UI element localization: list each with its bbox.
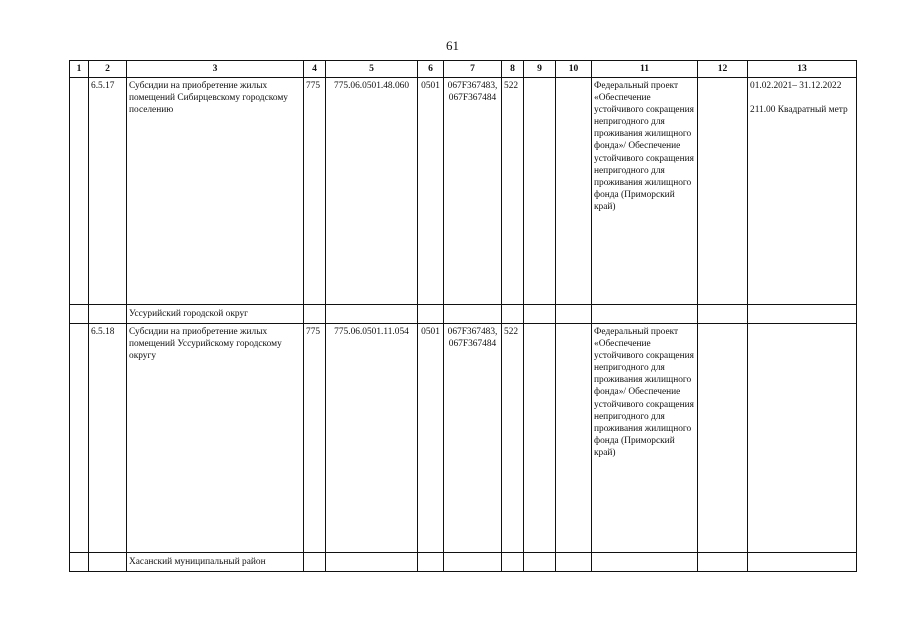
- table-row: [70, 78, 857, 305]
- table-cell: [70, 553, 89, 572]
- table-cell: [304, 305, 326, 324]
- table-cell: [698, 553, 748, 572]
- column-header: 6: [418, 61, 444, 78]
- table-cell: [592, 553, 698, 572]
- table-cell: [556, 324, 592, 553]
- table-cell: [418, 305, 444, 324]
- table-cell: [748, 324, 857, 553]
- table-cell: [748, 553, 857, 572]
- page-number: 61: [446, 38, 459, 53]
- table-cell: [524, 78, 556, 305]
- table-cell: [304, 553, 326, 572]
- table-cell: [418, 553, 444, 572]
- table-cell: [556, 305, 592, 324]
- table-cell: [592, 305, 698, 324]
- table-cell: [748, 305, 857, 324]
- table-cell: 0501: [418, 78, 444, 305]
- table-cell: 775: [304, 324, 326, 553]
- table-cell: [524, 553, 556, 572]
- table-cell: [556, 78, 592, 305]
- table-cell: 522: [502, 324, 524, 553]
- table-cell: [70, 78, 89, 305]
- table-cell: Федеральный проект «Обеспечение устойчивого сокращения непригодного для проживания жилищного фонда»/ Обеспечение устойчивого сокращения непригодного для проживания жилищного фонда (Приморский край): [592, 324, 698, 553]
- column-header: 2: [89, 61, 127, 78]
- group-label: Хасанский муниципальный район: [127, 553, 304, 572]
- column-header: 12: [698, 61, 748, 78]
- column-header: 8: [502, 61, 524, 78]
- group-row: [70, 305, 857, 324]
- table-cell: Федеральный проект «Обеспечение устойчивого сокращения непригодного для проживания жилищного фонда»/ Обеспечение устойчивого сокращения непригодного для проживания жилищного фонда (Приморский край): [592, 78, 698, 305]
- table-header-row: [70, 61, 857, 78]
- group-row: [70, 553, 857, 572]
- table-cell: [326, 553, 418, 572]
- column-header: 4: [304, 61, 326, 78]
- table-cell: [556, 553, 592, 572]
- item-number: 6.5.18: [89, 324, 127, 553]
- table-cell: 0501: [418, 324, 444, 553]
- item-number: 6.5.17: [89, 78, 127, 305]
- column-header: 9: [524, 61, 556, 78]
- table-cell: [444, 553, 502, 572]
- table-cell: 067F367483, 067F367484: [444, 324, 502, 553]
- table-cell: [89, 553, 127, 572]
- table-cell: 775.06.0501.48.060: [326, 78, 418, 305]
- table-cell: 067F367483, 067F367484: [444, 78, 502, 305]
- table-cell: 775: [304, 78, 326, 305]
- indicator-value: 211.00 Квадратный метр: [750, 105, 848, 116]
- table-cell: [524, 324, 556, 553]
- table-cell: [698, 78, 748, 305]
- table-cell: [524, 305, 556, 324]
- column-header: 1: [70, 61, 89, 78]
- column-header: 5: [326, 61, 418, 78]
- column-header: 13: [748, 61, 857, 78]
- table-cell: [502, 553, 524, 572]
- table-cell: [502, 305, 524, 324]
- table-cell: [698, 305, 748, 324]
- table-cell: [70, 324, 89, 553]
- data-table: [69, 60, 857, 572]
- column-header: 3: [127, 61, 304, 78]
- table-cell: [698, 324, 748, 553]
- table-row: [70, 324, 857, 553]
- table-cell: 775.06.0501.11.054: [326, 324, 418, 553]
- column-header: 11: [592, 61, 698, 78]
- table-cell: [748, 78, 857, 305]
- table-cell: [70, 305, 89, 324]
- group-label: Уссурийский городской округ: [127, 305, 304, 324]
- item-name: Субсидии на приобретение жилых помещений Сибирцевскому городскому поселению: [127, 78, 304, 305]
- table-cell: [89, 305, 127, 324]
- table-cell: 522: [502, 78, 524, 305]
- column-header: 10: [556, 61, 592, 78]
- column-header: 7: [444, 61, 502, 78]
- period-text: 01.02.2021– 31.12.2022: [750, 81, 842, 91]
- item-name: Субсидии на приобретение жилых помещений Уссурийскому городскому округу: [127, 324, 304, 553]
- table-cell: [444, 305, 502, 324]
- table-cell: [326, 305, 418, 324]
